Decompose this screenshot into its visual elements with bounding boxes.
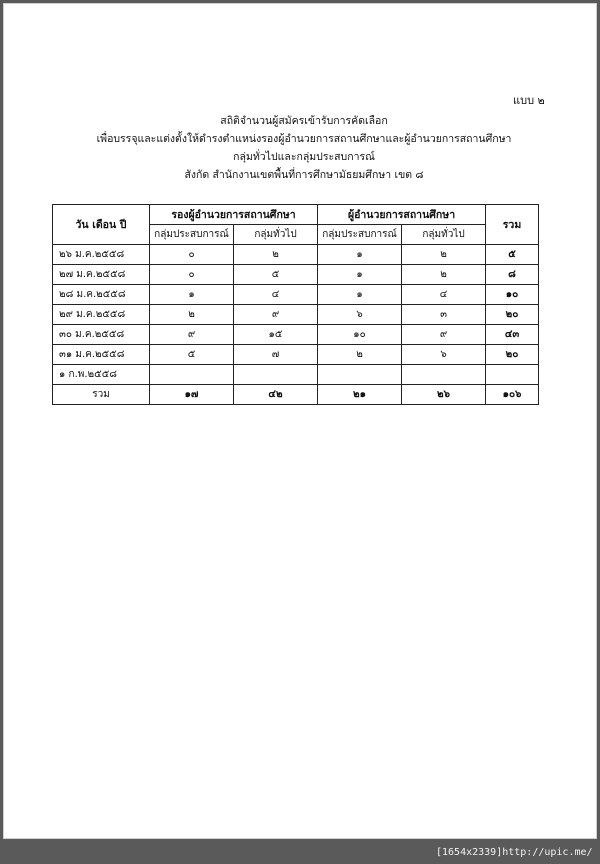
director-general-header: กลุ่มทั่วไป	[402, 225, 486, 245]
director-general-cell: ๓	[402, 305, 486, 325]
summary-deputy-general: ๔๒	[234, 385, 318, 405]
row-total-cell: ๒๐	[486, 305, 539, 325]
director-experience-header: กลุ่มประสบการณ์	[318, 225, 402, 245]
director-experience-cell: ๑	[318, 245, 402, 265]
table-header-row	[53, 205, 539, 225]
director-experience-cell: ๑	[318, 285, 402, 305]
deputy-general-cell: ๑๕	[234, 325, 318, 345]
director-general-cell: ๙	[402, 325, 486, 345]
title-line: เพื่อบรรจุและแต่งตั้งให้ดำรงตำแหน่งรองผู้อำนวยการสถานศึกษาและผู้อำนวยการสถานศึกษา	[96, 133, 512, 145]
date-cell: ๒๗ ม.ค.๒๕๕๘	[53, 265, 150, 285]
row-total-cell: ๒๐	[486, 345, 539, 365]
summary-deputy-experience: ๑๗	[150, 385, 234, 405]
title-line: สังกัด สำนักงานเขตพื้นที่การศึกษามัธยมศึกษา เขต ๘	[184, 169, 424, 181]
deputy-experience-cell: ๒	[150, 305, 234, 325]
deputy-general-cell: ๒	[234, 245, 318, 265]
image-host-watermark: [1654x2339]http://upic.me/	[436, 847, 593, 858]
deputy-experience-cell: ๑	[150, 285, 234, 305]
row-total-cell: ๕	[486, 245, 539, 265]
deputy-general-cell: ๙	[234, 305, 318, 325]
date-cell: ๓๑ ม.ค.๒๕๕๘	[53, 345, 150, 365]
director-general-cell: ๒	[402, 245, 486, 265]
deputy-experience-cell	[150, 365, 234, 385]
summary-label: รวม	[53, 385, 150, 405]
row-total-cell: ๑๐	[486, 285, 539, 305]
deputy-general-cell: ๕	[234, 265, 318, 285]
director-general-cell	[402, 365, 486, 385]
date-cell: ๒๖ ม.ค.๒๕๕๘	[53, 245, 150, 265]
table-row	[53, 305, 539, 325]
table-row	[53, 365, 539, 385]
director-experience-cell: ๒	[318, 345, 402, 365]
director-header: ผู้อำนวยการสถานศึกษา	[318, 205, 486, 225]
deputy-general-cell: ๔	[234, 285, 318, 305]
director-general-cell: ๔	[402, 285, 486, 305]
director-general-cell: ๒	[402, 265, 486, 285]
table-row	[53, 285, 539, 305]
deputy-experience-header: กลุ่มประสบการณ์	[150, 225, 234, 245]
deputy-experience-cell: ๐	[150, 245, 234, 265]
date-cell: ๑ ก.พ.๒๕๕๘	[53, 365, 150, 385]
table-row	[53, 245, 539, 265]
summary-director-experience: ๒๑	[318, 385, 402, 405]
title-line: กลุ่มทั่วไปและกลุ่มประสบการณ์	[233, 151, 375, 163]
director-general-cell: ๖	[402, 345, 486, 365]
summary-director-general: ๒๖	[402, 385, 486, 405]
table-row	[53, 265, 539, 285]
row-total-cell: ๘	[486, 265, 539, 285]
date-header: วัน เดือน ปี	[53, 205, 150, 245]
deputy-director-header: รองผู้อำนวยการสถานศึกษา	[150, 205, 318, 225]
deputy-general-cell	[234, 365, 318, 385]
total-header: รวม	[486, 205, 539, 245]
date-cell: ๒๘ ม.ค.๒๕๕๘	[53, 285, 150, 305]
deputy-experience-cell: ๙	[150, 325, 234, 345]
table-row	[53, 345, 539, 365]
summary-row	[53, 385, 539, 405]
director-experience-cell: ๖	[318, 305, 402, 325]
director-experience-cell: ๑	[318, 265, 402, 285]
director-experience-cell	[318, 365, 402, 385]
applicant-statistics-table	[52, 204, 539, 405]
document-header	[64, 112, 544, 184]
table-row	[53, 325, 539, 345]
date-cell: ๒๙ ม.ค.๒๕๕๘	[53, 305, 150, 325]
document-page	[3, 3, 597, 839]
deputy-general-cell: ๗	[234, 345, 318, 365]
date-cell: ๓๐ ม.ค.๒๕๕๘	[53, 325, 150, 345]
director-experience-cell: ๑๐	[318, 325, 402, 345]
row-total-cell: ๔๓	[486, 325, 539, 345]
deputy-general-header: กลุ่มทั่วไป	[234, 225, 318, 245]
deputy-experience-cell: ๕	[150, 345, 234, 365]
title-line: สถิติจำนวนผู้สมัครเข้ารับการคัดเลือก	[220, 115, 388, 127]
form-code: แบบ ๒	[513, 94, 545, 107]
deputy-experience-cell: ๐	[150, 265, 234, 285]
summary-grand-total: ๑๐๖	[486, 385, 539, 405]
row-total-cell	[486, 365, 539, 385]
